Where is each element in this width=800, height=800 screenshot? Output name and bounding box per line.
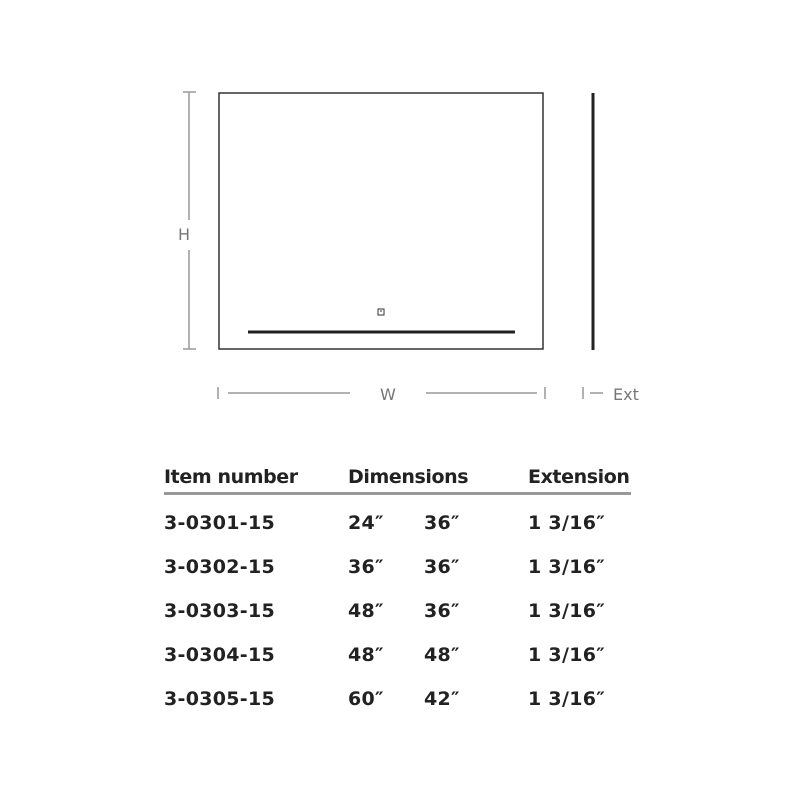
height-dimension-line xyxy=(183,92,196,349)
width-cell: 48″ xyxy=(348,600,384,622)
width-cell: 24″ xyxy=(348,512,384,534)
extension-dimension-line xyxy=(583,387,603,399)
table-row xyxy=(164,512,632,538)
extension-cell: 1 3/16″ xyxy=(528,600,606,622)
extension-cell: 1 3/16″ xyxy=(528,688,606,710)
table-row xyxy=(164,688,632,714)
width-cell: 36″ xyxy=(348,556,384,578)
height-label: H xyxy=(178,225,191,244)
table-row xyxy=(164,644,632,670)
header-dimensions: Dimensions xyxy=(348,466,469,488)
table-row xyxy=(164,600,632,626)
height-cell: 42″ xyxy=(424,688,460,710)
item-number-cell: 3-0303-15 xyxy=(164,600,276,622)
height-cell: 48″ xyxy=(424,644,460,666)
header-extension: Extension xyxy=(528,466,630,488)
width-cell: 60″ xyxy=(348,688,384,710)
extension-cell: 1 3/16″ xyxy=(528,512,606,534)
header-divider xyxy=(164,492,631,495)
extension-cell: 1 3/16″ xyxy=(528,556,606,578)
extension-cell: 1 3/16″ xyxy=(528,644,606,666)
height-cell: 36″ xyxy=(424,512,460,534)
square-touch-sensor-icon xyxy=(378,309,384,315)
height-cell: 36″ xyxy=(424,556,460,578)
table-row xyxy=(164,556,632,582)
width-label: W xyxy=(380,385,396,404)
item-number-cell: 3-0302-15 xyxy=(164,556,276,578)
header-item-number: Item number xyxy=(164,466,298,488)
width-cell: 48″ xyxy=(348,644,384,666)
extension-label: Ext xyxy=(613,385,639,404)
item-number-cell: 3-0305-15 xyxy=(164,688,276,710)
item-number-cell: 3-0301-15 xyxy=(164,512,276,534)
item-number-cell: 3-0304-15 xyxy=(164,644,276,666)
height-cell: 36″ xyxy=(424,600,460,622)
